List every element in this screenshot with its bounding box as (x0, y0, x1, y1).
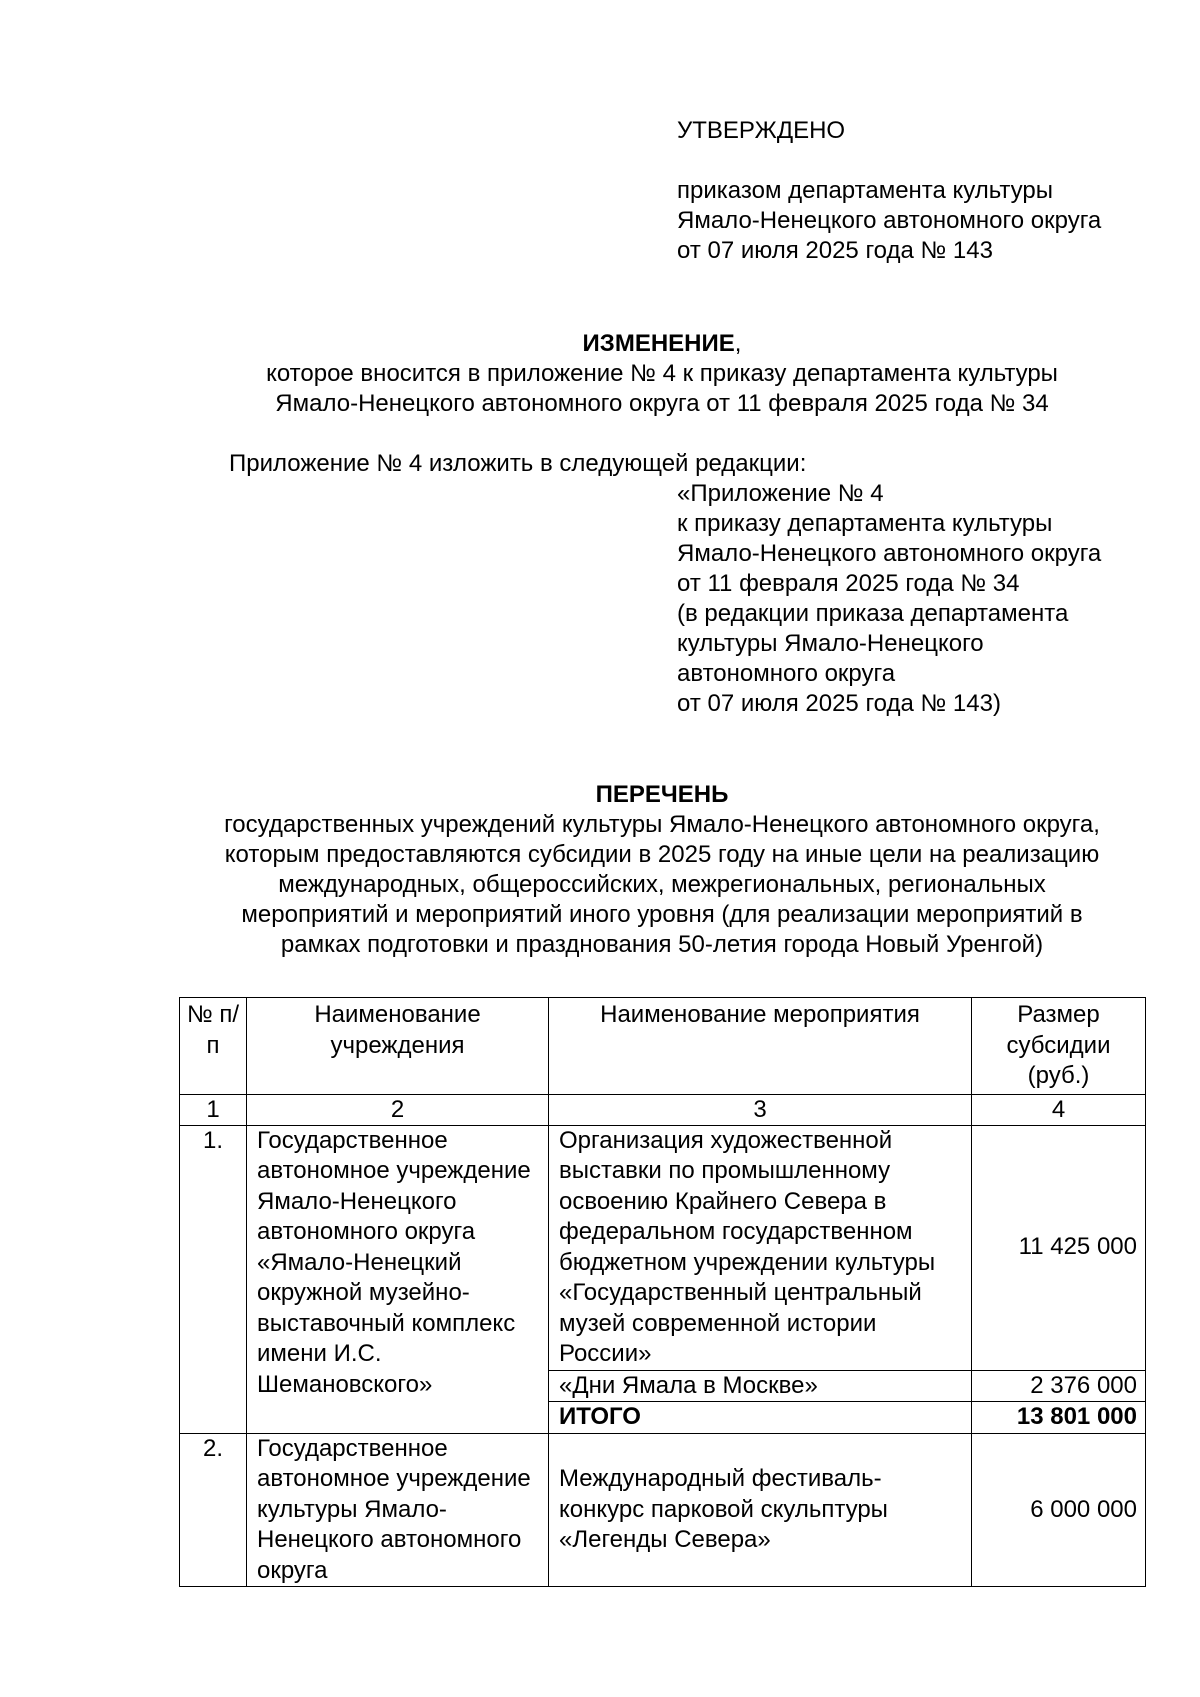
list-line-1: государственных учреждений культуры Ямало-Ненецкого автономного округа, (224, 811, 1100, 838)
approval-line-3: от 07 июля 2025 года № 143 (677, 237, 993, 264)
row-2-event: Международный фестиваль-конкурс парковой скульптуры «Легенды Севера» (549, 1433, 972, 1587)
instruction-text: Приложение № 4 изложить в следующей редакции: (229, 450, 807, 477)
row-1-total-label: ИТОГО (549, 1402, 972, 1434)
change-line-2: Ямало-Ненецкого автономного округа от 11 февраля 2025 года № 34 (275, 390, 1049, 417)
change-title: ИЗМЕНЕНИЕ (582, 330, 735, 357)
appendix-line-4: от 11 февраля 2025 года № 34 (677, 570, 1020, 597)
appendix-line-3: Ямало-Ненецкого автономного округа (677, 540, 1102, 567)
row-1-num: 1. (180, 1125, 247, 1433)
col-number-1: 1 (180, 1094, 247, 1125)
list-title: ПЕРЕЧЕНЬ (595, 781, 729, 808)
appendix-line-8: от 07 июля 2025 года № 143) (677, 690, 1001, 717)
change-title-row (0, 329, 1200, 360)
header-cell-institution: Наименование учреждения (247, 998, 549, 1095)
col-number-4: 4 (972, 1094, 1146, 1125)
list-line-4: мероприятий и мероприятий иного уровня (для реализации мероприятий в (241, 901, 1083, 928)
change-title-suffix: , (734, 330, 742, 357)
appendix-line-2: к приказу департамента культуры (677, 510, 1053, 537)
list-line-5: рамках подготовки и празднования 50-летия города Новый Уренгой) (280, 931, 1044, 958)
header-cell-num: № п/п (180, 998, 247, 1095)
approval-line-2: Ямало-Ненецкого автономного округа (677, 207, 1102, 234)
appendix-line-1: «Приложение № 4 (677, 480, 884, 507)
col-number-2: 2 (247, 1094, 549, 1125)
header-cell-event: Наименование мероприятия (549, 998, 972, 1095)
row-1-event-1: Организация художественной выставки по промышленному освоению Крайнего Севера в федеральном государственном бюджетном учреждении культуры «Государственный центральный музей современной истории России» (549, 1125, 972, 1370)
row-1-total-amount: 13 801 000 (972, 1402, 1146, 1434)
table-column-numbers-row (180, 1094, 1146, 1125)
list-line-2: которым предоставляются субсидии в 2025 году на иные цели на реализацию (224, 841, 1100, 868)
appendix-line-5: (в редакции приказа департамента (677, 600, 1069, 627)
table-row (180, 1125, 1146, 1370)
appendix-line-7: автономного округа (677, 660, 896, 687)
subsidy-table (179, 997, 1146, 1587)
approval-line-1: приказом департамента культуры (677, 177, 1053, 204)
row-1-amount-2: 2 376 000 (972, 1370, 1146, 1402)
approval-title: УТВЕРЖДЕНО (677, 117, 846, 144)
appendix-line-6: культуры Ямало-Ненецкого (677, 630, 984, 657)
table-row (180, 1433, 1146, 1587)
row-1-event-2: «Дни Ямала в Москве» (549, 1370, 972, 1402)
col-number-3: 3 (549, 1094, 972, 1125)
row-1-institution: Государственное автономное учреждение Ямало-Ненецкого автономного округа «Ямало-Ненецкий окружной музейно-выставочный комплекс имени И.С. Шемановского» (247, 1125, 549, 1433)
list-line-3: международных, общероссийских, межрегиональных, региональных (278, 871, 1046, 898)
row-2-num: 2. (180, 1433, 247, 1587)
header-cell-amount: Размер субсидии (руб.) (972, 998, 1146, 1095)
row-2-amount: 6 000 000 (972, 1433, 1146, 1587)
row-1-amount-1: 11 425 000 (972, 1125, 1146, 1370)
table-header-row (180, 998, 1146, 1095)
change-line-1: которое вносится в приложение № 4 к приказу департамента культуры (266, 360, 1058, 387)
row-2-institution: Государственное автономное учреждение культуры Ямало-Ненецкого автономного округа (247, 1433, 549, 1587)
